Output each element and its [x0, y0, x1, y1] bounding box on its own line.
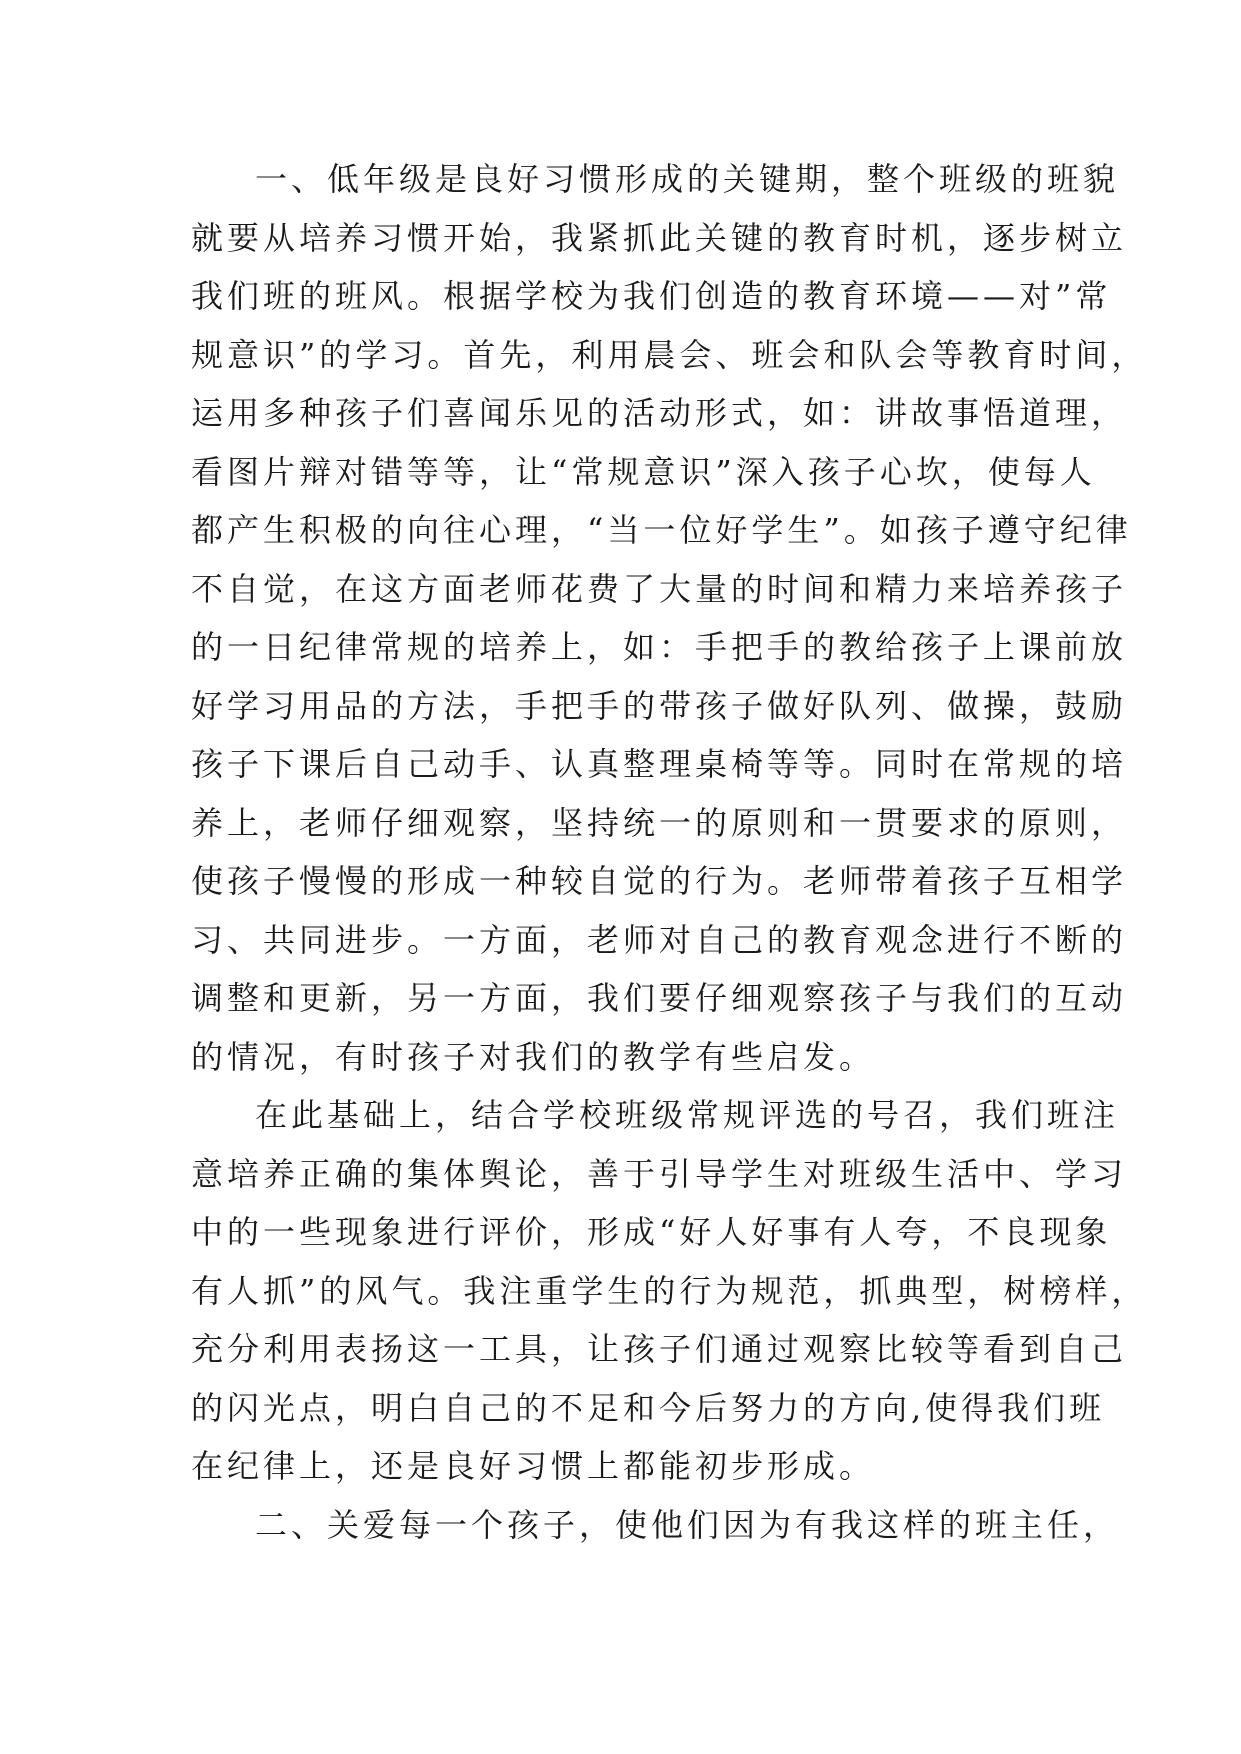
- text-line: 不自觉，在这方面老师花费了大量的时间和精力来培养孩子: [191, 569, 1128, 608]
- text-line: 我们班的班风。根据学校为我们创造的教育环境——对”常: [191, 277, 1112, 315]
- text-line: 孩子下课后自己动手、认真整理桌椅等等。同时在常规的培: [191, 745, 1128, 783]
- text-line: 看图片辩对错等等，让“常规意识”深入孩子心坎，使每人: [191, 452, 1096, 491]
- text-line: 的一日纪律常规的培养上，如：手把手的教给孩子上课前放: [191, 628, 1128, 666]
- text-line: 都产生积极的向往心理，“当一位好学生”。如孩子遵守纪律: [191, 511, 1132, 549]
- paragraph-3: [191, 1496, 1120, 1555]
- text-line: 养上，老师仔细观察，坚持统一的原则和一贯要求的原则，: [191, 803, 1128, 842]
- paragraph-1: [191, 150, 1148, 1086]
- text-line: 的情况，有时孩子对我们的教学有些启发。: [191, 1037, 876, 1076]
- document-body: [191, 150, 1148, 1554]
- text-line: 一、低年级是良好习惯形成的关键期，整个班级的班貌: [255, 160, 1120, 198]
- text-line: 在纪律上，还是良好习惯上都能初步形成。: [191, 1447, 876, 1485]
- text-line: 习、共同进步。一方面，老师对自己的教育观念进行不断的: [191, 920, 1128, 959]
- text-line: 在此基础上，结合学校班级常规评选的号召，我们班注: [255, 1096, 1120, 1134]
- text-line: 中的一些现象进行评价，形成“好人好事有人夸，不良现象: [191, 1213, 1112, 1251]
- text-line: 就要从培养习惯开始，我紧抓此关键的教育时机，逐步树立: [191, 218, 1128, 257]
- text-line: 运用多种孩子们喜闻乐见的活动形式，如：讲故事悟道理，: [191, 394, 1128, 432]
- text-line: 意培养正确的集体舆论，善于引导学生对班级生活中、学习: [191, 1154, 1128, 1193]
- text-line: 调整和更新，另一方面，我们要仔细观察孩子与我们的互动: [191, 979, 1128, 1017]
- text-line: 好学习用品的方法，手把手的带孩子做好队列、做操，鼓励: [191, 686, 1128, 725]
- text-line: 使孩子慢慢的形成一种较自觉的行为。老师带着孩子互相学: [191, 862, 1128, 900]
- text-line: 的闪光点，明白自己的不足和今后努力的方向,使得我们班: [191, 1388, 1106, 1427]
- text-line: 有人抓”的风气。我注重学生的行为规范，抓典型，树榜样，: [191, 1271, 1148, 1310]
- text-line: 充分利用表扬这一工具，让孩子们通过观察比较等看到自己: [191, 1330, 1128, 1368]
- paragraph-2: [191, 1086, 1148, 1496]
- text-line: 二、关爱每一个孩子，使他们因为有我这样的班主任，: [255, 1505, 1120, 1544]
- text-line: 规意识”的学习。首先，利用晨会、班会和队会等教育时间，: [191, 335, 1148, 374]
